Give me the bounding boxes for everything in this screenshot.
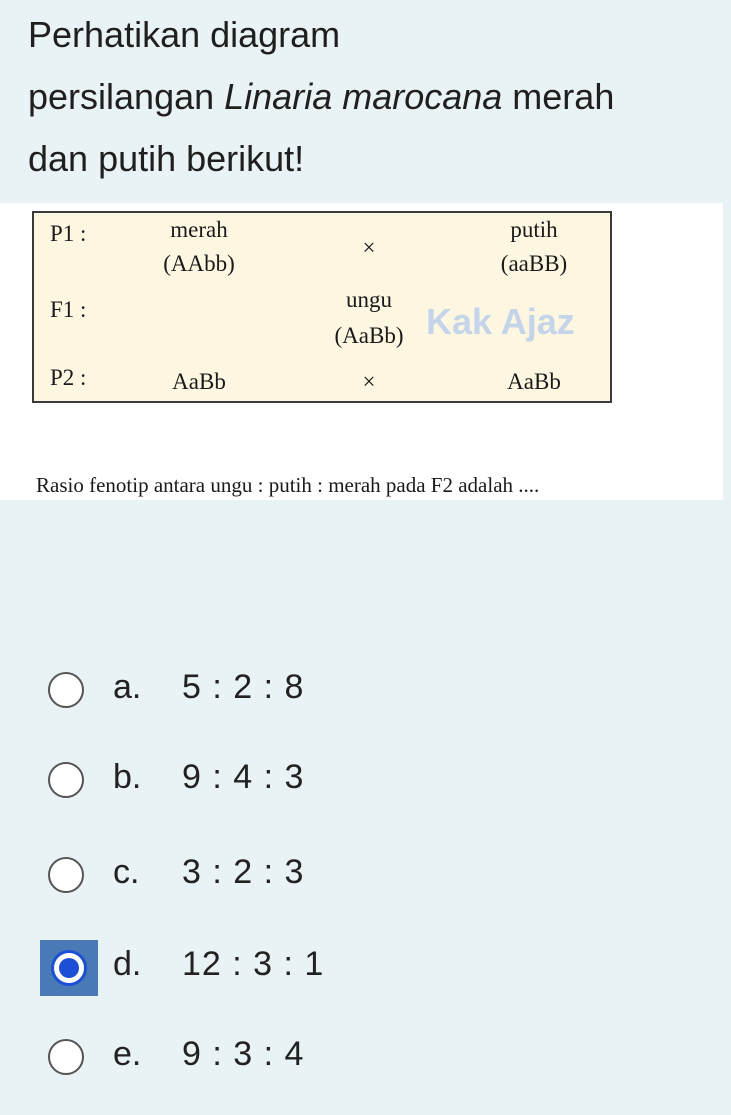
- f1-genotype: (AaBb): [334, 323, 404, 348]
- question-line-3: dan putih berikut!: [28, 138, 305, 179]
- p1-cross-symbol: ×: [362, 235, 376, 260]
- watermark: Kak Ajaz: [426, 301, 575, 342]
- question-text: [28, 4, 708, 190]
- question-image: [0, 203, 723, 500]
- p1-left-name: merah: [170, 217, 228, 242]
- question-line-2: [28, 66, 708, 128]
- option-letter: c.: [113, 853, 140, 891]
- f1-label: F1 :: [50, 297, 87, 322]
- p2-label: P2 :: [50, 365, 87, 390]
- radio-button-d-selected[interactable]: [51, 950, 87, 986]
- p2-right: AaBb: [507, 369, 561, 394]
- radio-button-b[interactable]: [48, 762, 84, 798]
- p1-label: P1 :: [50, 221, 87, 246]
- option-value: 9 : 4 : 3: [182, 758, 305, 796]
- option-value: 9 : 3 : 4: [182, 1035, 305, 1073]
- p1-right-genotype: (aaBB): [500, 251, 568, 276]
- option-b[interactable]: [0, 750, 731, 810]
- option-value: 3 : 2 : 3: [182, 853, 305, 891]
- radio-button-e[interactable]: [48, 1039, 84, 1075]
- radio-selected-dot-icon: [59, 958, 79, 978]
- option-e[interactable]: [0, 1027, 731, 1087]
- p2-cross-symbol: ×: [362, 369, 376, 394]
- option-value: 5 : 2 : 8: [182, 668, 305, 706]
- p1-right-name: putih: [510, 217, 558, 242]
- p2-left: AaBb: [172, 369, 226, 394]
- p1-left-genotype: (AAbb): [163, 251, 235, 276]
- radio-focus-frame[interactable]: [40, 940, 98, 996]
- species-name: Linaria marocana: [224, 76, 503, 117]
- option-letter: b.: [113, 758, 142, 796]
- ratio-question-text: Rasio fenotip antara ungu : putih : merah pada F2 adalah ....: [36, 473, 540, 497]
- option-value: 12 : 3 : 1: [182, 945, 325, 983]
- question-line-1: Perhatikan diagram: [28, 14, 341, 55]
- radio-button-c[interactable]: [48, 857, 84, 893]
- option-a[interactable]: [0, 660, 731, 720]
- cross-diagram: [32, 211, 612, 403]
- option-letter: a.: [113, 668, 142, 706]
- question-line-2-suffix: merah: [502, 76, 615, 117]
- radio-button-a[interactable]: [48, 672, 84, 708]
- option-letter: d.: [113, 945, 142, 983]
- option-d[interactable]: [0, 937, 731, 997]
- option-c[interactable]: [0, 845, 731, 905]
- f1-name: ungu: [346, 287, 392, 312]
- option-letter: e.: [113, 1035, 142, 1073]
- question-line-2-prefix: persilangan: [28, 76, 225, 117]
